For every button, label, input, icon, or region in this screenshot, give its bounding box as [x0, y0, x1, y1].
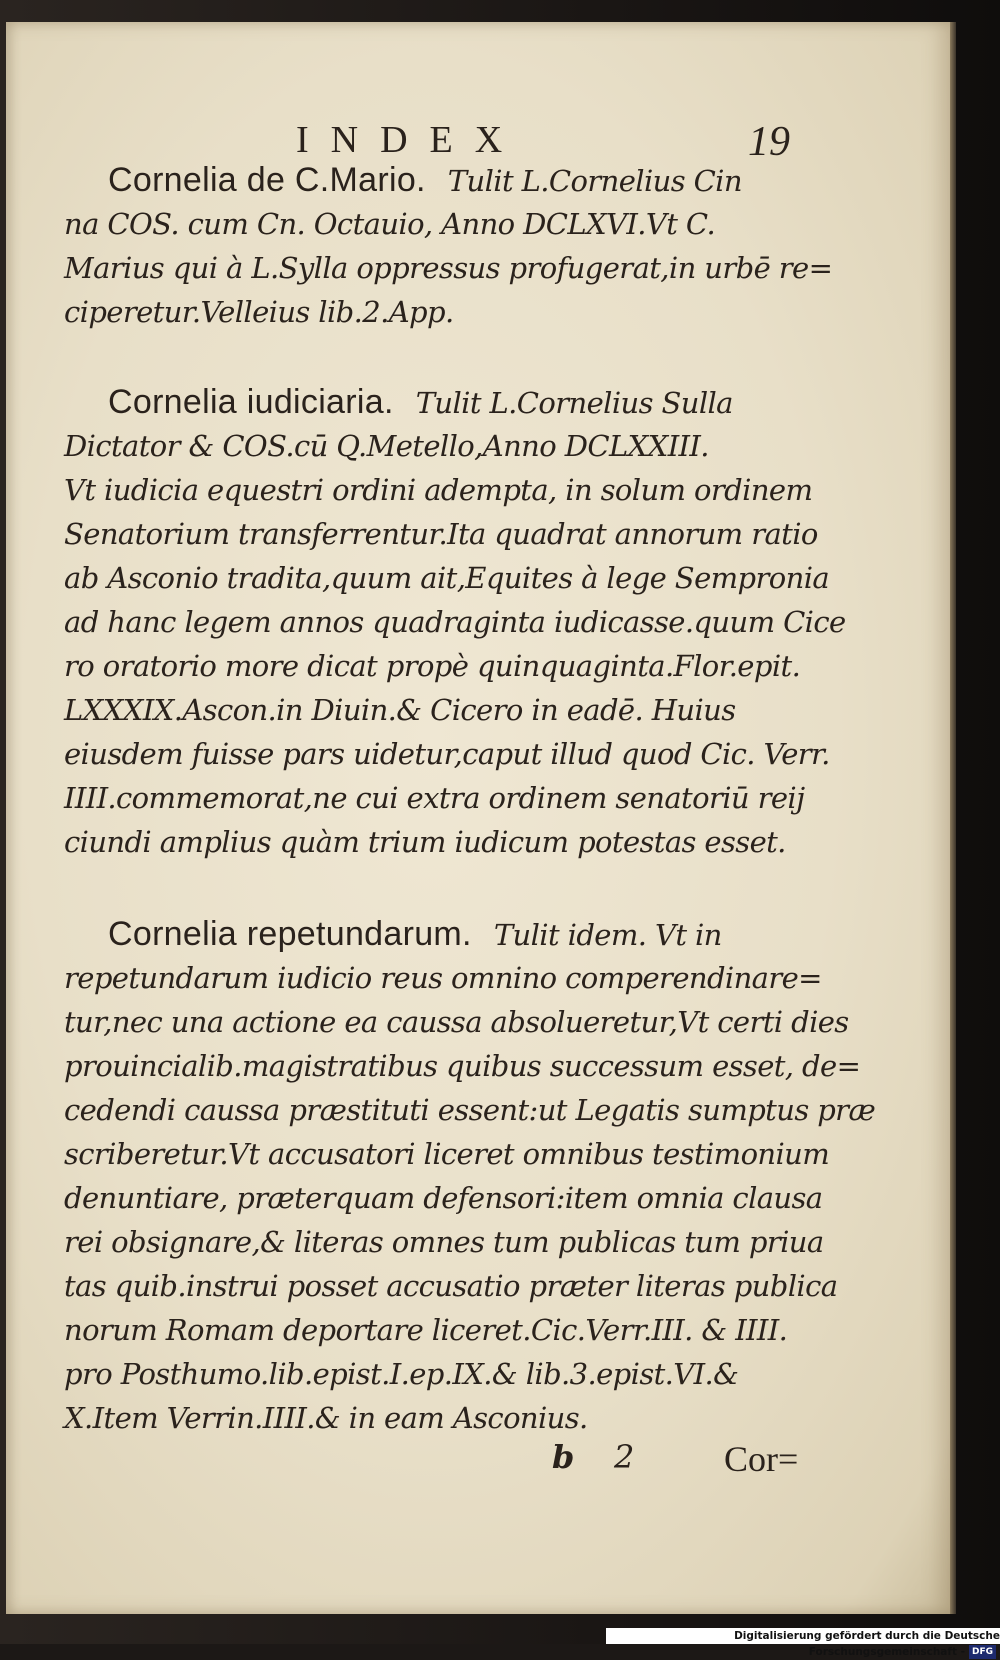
entry-line: cedendi caussa præstituti essent:ut Legatis sumptus præ	[64, 1093, 876, 1127]
entry-line: repetundarum iudicio reus omnino comperendinare=	[64, 961, 822, 995]
entry-line: prouincialib.magistratibus quibus successum esset, de=	[64, 1049, 861, 1083]
entry-first-line	[64, 912, 814, 956]
entry-text: Tulit L.Cornelius Sulla	[415, 386, 733, 420]
index-entry-cornelia-repetundarum	[64, 912, 876, 1440]
entry-line: tur,nec una actione ea caussa absolueretur,Vt certi dies	[64, 1005, 849, 1039]
entry-line: Senatorium transferrentur.Ita quadrat annorum ratio	[64, 517, 818, 551]
entry-line: ciperetur.Velleius lib.2.App.	[64, 295, 454, 329]
entry-first-line	[64, 158, 814, 202]
entry-line: IIII.commemorat,ne cui extra ordinem senatoriū reij	[64, 781, 805, 815]
signature-number: 2	[614, 1438, 635, 1476]
entry-line: Vt iudicia equestri ordini adempta, in solum ordinem	[64, 473, 813, 507]
entry-line: tas quib.instrui posset accusatio præter literas publica	[64, 1269, 838, 1303]
entry-text: Tulit L.Cornelius Cin	[447, 164, 742, 198]
index-entry-cornelia-iudiciaria	[64, 380, 846, 864]
entry-heading: Cornelia repetundarum.	[108, 915, 472, 953]
entry-line: eiusdem fuisse pars uidetur,caput illud quod Cic. Verr.	[64, 737, 830, 771]
entry-line: scriberetur.Vt accusatori liceret omnibus testimonium	[64, 1137, 830, 1171]
catchword: Cor=	[724, 1439, 799, 1479]
digitization-credit	[606, 1628, 1000, 1658]
running-header: INDEX	[296, 119, 525, 161]
entry-line: Dictator & COS.cū Q.Metello,Anno DCLXXIII.	[64, 429, 709, 463]
entry-line: ab Asconio tradita,quum ait,Equites à lege Sempronia	[64, 561, 830, 595]
entry-line: LXXXIX.Ascon.in Diuin.& Cicero in eadē. Huius	[64, 693, 736, 727]
entry-line: Marius qui à L.Sylla oppressus profugerat,in urbē re=	[64, 251, 833, 285]
entry-line: ad hanc legem annos quadraginta iudicasse.quum Cice	[64, 605, 846, 639]
entry-first-line	[64, 380, 814, 424]
signature-mark: b	[552, 1438, 575, 1476]
dfg-logo: DFG	[969, 1645, 996, 1659]
entry-line: na COS. cum Cn. Octauio, Anno DCLXVI.Vt C.	[64, 207, 716, 241]
page-number: 19	[748, 119, 790, 165]
entry-heading: Cornelia de C.Mario.	[108, 161, 426, 199]
entry-line: norum Romam deportare liceret.Cic.Verr.III. & IIII.	[64, 1313, 788, 1347]
entry-line: ro oratorio more dicat propè quinquaginta.Flor.epit.	[64, 649, 801, 683]
entry-heading: Cornelia iudiciaria.	[108, 383, 394, 421]
entry-line: pro Posthumo.lib.epist.I.ep.IX.& lib.3.epist.VI.&	[64, 1357, 739, 1391]
index-entry-cornelia-de-mario	[64, 158, 833, 334]
entry-line: denuntiare, præterquam defensori:item omnia clausa	[64, 1181, 823, 1215]
entry-line: ciundi amplius quàm trium iudicum potestas esset.	[64, 825, 786, 859]
digitization-note: Digitalisierung gefördert durch die Deutsche Forschungsgemeinschaft -	[734, 1630, 1000, 1658]
entry-line: rei obsignare,& literas omnes tum publicas tum priua	[64, 1225, 824, 1259]
page-edge	[950, 22, 956, 1614]
entry-text: Tulit idem. Vt in	[493, 918, 722, 952]
entry-line: X.Item Verrin.IIII.& in eam Asconius.	[64, 1401, 588, 1435]
